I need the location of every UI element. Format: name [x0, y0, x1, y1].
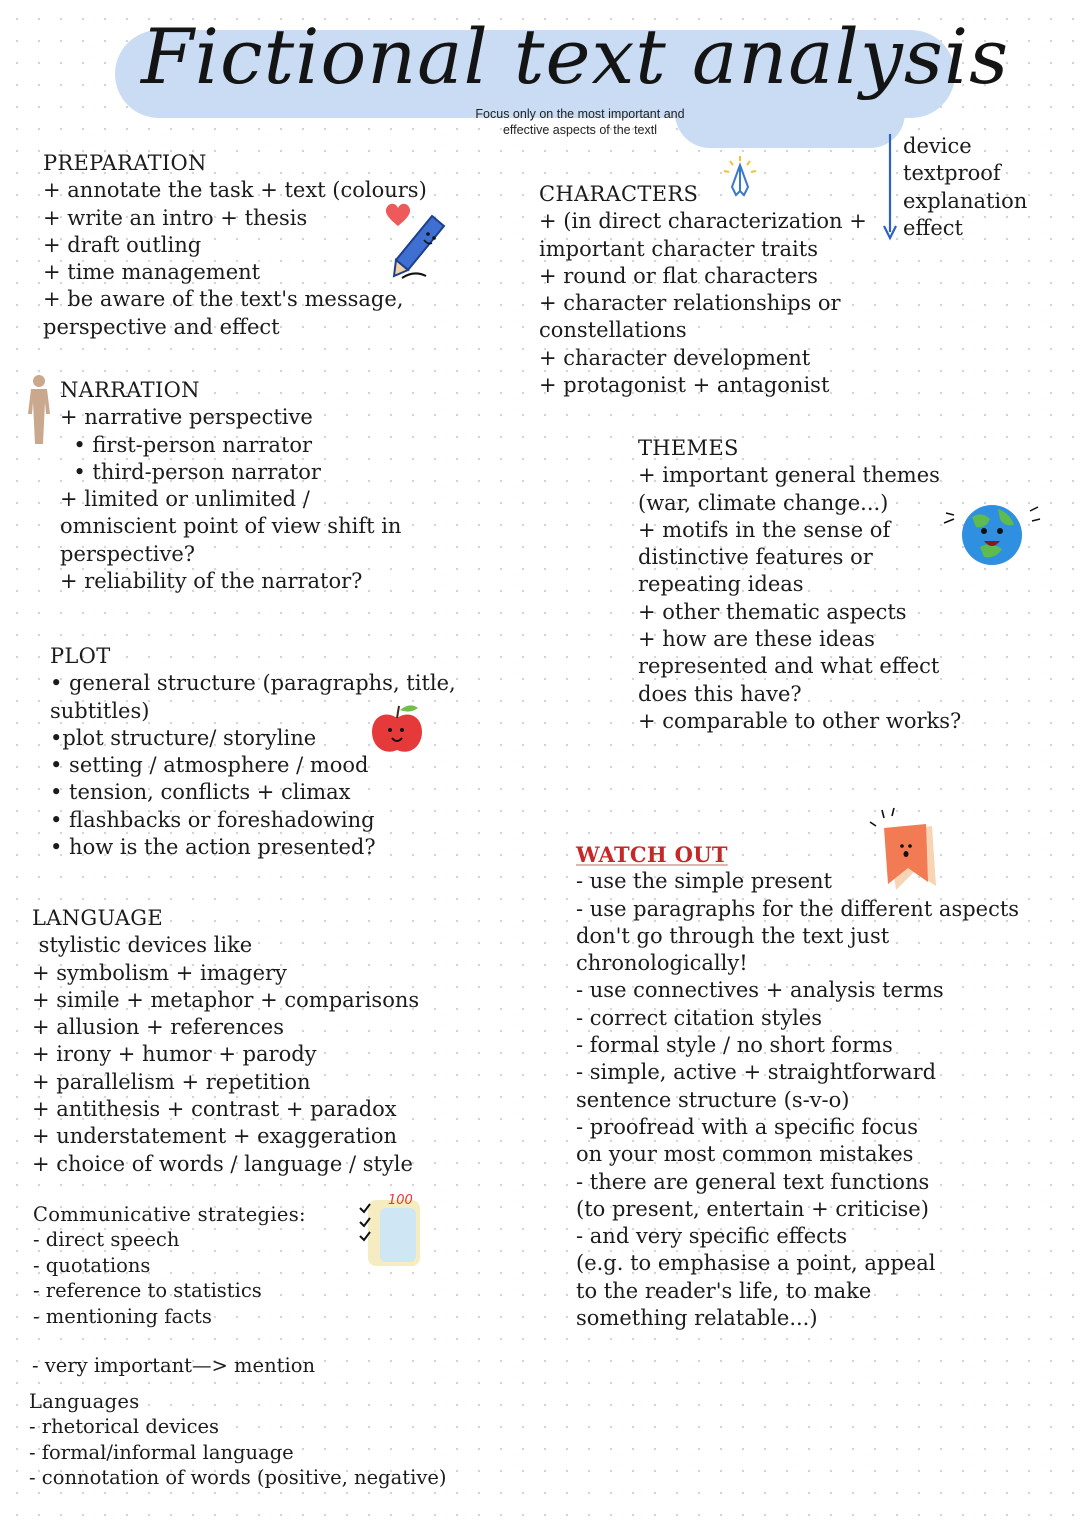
- watch-out-item: (e.g. to emphasise a point, appeal: [576, 1251, 936, 1276]
- characters-item: + protagonist + antagonist: [539, 373, 830, 398]
- watch-out-item: - correct citation styles: [576, 1005, 822, 1030]
- characters-item: + character development: [539, 345, 811, 370]
- languages-item: - rhetorical devices: [29, 1415, 220, 1439]
- language-heading: LANGUAGE: [32, 906, 163, 930]
- plot-item: • setting / atmosphere / mood: [50, 753, 369, 778]
- themes-item: distinctive features or: [638, 545, 873, 570]
- checklist-icon: [356, 1188, 426, 1272]
- language-item: + choice of words / language / style: [32, 1151, 413, 1176]
- language-item: + parallelism + repetition: [32, 1069, 311, 1094]
- characters-item: + round or flat characters: [539, 263, 818, 288]
- watch-out-item: - use the simple present: [576, 869, 832, 894]
- language-item: stylistic devices like: [32, 933, 253, 958]
- earth-icon: [940, 493, 1044, 577]
- preparation-section: [43, 150, 427, 341]
- watch-out-item: sentence structure (s-v-o): [576, 1087, 850, 1112]
- narration-item: perspective?: [60, 541, 196, 566]
- plot-item: subtitles): [50, 698, 150, 723]
- languages-section: [29, 1389, 446, 1491]
- themes-heading: THEMES: [638, 436, 739, 460]
- communicative-item: - mentioning facts: [33, 1304, 212, 1328]
- language-item: + simile + metaphor + comparisons: [32, 987, 420, 1012]
- preparation-item: perspective and effect: [43, 314, 280, 339]
- page-title: Fictional text analysis: [141, 12, 1010, 101]
- characters-item: constellations: [539, 318, 687, 343]
- themes-item: (war, climate change...): [638, 490, 889, 515]
- characters-item: + (in direct characterization +: [539, 209, 867, 234]
- plot-heading: PLOT: [50, 644, 111, 668]
- watch-out-item: - and very specific effects: [576, 1224, 848, 1249]
- narration-item: • third-person narrator: [60, 459, 321, 484]
- narration-item: • first-person narrator: [60, 432, 313, 457]
- watch-out-item: - use connectives + analysis terms: [576, 978, 944, 1003]
- watch-out-item: - proofread with a specific focus: [576, 1114, 918, 1139]
- communicative-heading: Communicative strategies:: [33, 1203, 306, 1226]
- communicative-item: - quotations: [33, 1253, 151, 1277]
- page-subtitle: Focus only on the most important and effective aspects of the textl: [475, 107, 685, 137]
- languages-item: - formal/informal language: [29, 1440, 294, 1464]
- narration-item: + narrative perspective: [60, 405, 313, 430]
- language-item: + understatement + exaggeration: [32, 1124, 398, 1149]
- narration-item: + reliability of the narrator?: [60, 569, 363, 594]
- languages-item: - connotation of words (positive, negative): [29, 1466, 447, 1490]
- language-item: + irony + humor + parody: [32, 1042, 317, 1067]
- narration-item: omniscient point of view shift in: [60, 514, 402, 539]
- plot-item: • general structure (paragraphs, title,: [50, 671, 456, 696]
- device-list: [903, 133, 1027, 242]
- plot-item: • tension, conflicts + climax: [50, 780, 351, 805]
- themes-item: does this have?: [638, 681, 802, 706]
- watch-out-item: on your most common mistakes: [576, 1142, 914, 1167]
- preparation-item: + draft outling: [43, 232, 202, 257]
- communicative-section: [33, 1202, 306, 1329]
- preparation-heading: PREPARATION: [43, 151, 207, 175]
- language-item: + allusion + references: [32, 1015, 284, 1040]
- person-figure-icon: [24, 374, 54, 446]
- language-item: + symbolism + imagery: [32, 960, 287, 985]
- watch-out-item: (to present, entertain + criticise): [576, 1196, 929, 1221]
- themes-item: + important general themes: [638, 463, 940, 488]
- themes-item: + comparable to other works?: [638, 708, 962, 733]
- watch-out-item: - there are general text functions: [576, 1169, 930, 1194]
- narration-section: [60, 377, 401, 595]
- watch-out-heading: WATCH OUT: [576, 842, 728, 867]
- communicative-item: - reference to statistics: [33, 1279, 262, 1303]
- important-note: - very important—> mention: [32, 1354, 316, 1377]
- device-list-item: explanation: [903, 188, 1028, 213]
- narration-heading: NARRATION: [60, 378, 200, 402]
- plot-item: • flashbacks or foreshadowing: [50, 807, 375, 832]
- plot-item: • how is the action presented?: [50, 835, 376, 860]
- pen-icon: [388, 210, 454, 282]
- preparation-item: + time management: [43, 260, 261, 285]
- communicative-item: - direct speech: [33, 1228, 180, 1252]
- watch-out-item: don't go through the text just: [576, 923, 890, 948]
- language-section: [32, 905, 419, 1178]
- characters-item: + character relationships or: [539, 291, 841, 316]
- themes-item: + how are these ideas: [638, 627, 875, 652]
- preparation-item: + annotate the task + text (colours): [43, 178, 427, 203]
- watch-out-item: - use paragraphs for the different aspects: [576, 896, 1020, 921]
- themes-section: [638, 435, 961, 735]
- watch-out-item: chronologically!: [576, 951, 748, 976]
- device-list-item: effect: [903, 215, 963, 240]
- themes-item: represented and what effect: [638, 654, 940, 679]
- preparation-item: + write an intro + thesis: [43, 205, 308, 230]
- language-item: + antithesis + contrast + paradox: [32, 1097, 397, 1122]
- checklist-sticker-text: 100: [388, 1193, 413, 1208]
- device-list-item: device: [903, 134, 972, 158]
- watch-out-item: - simple, active + straightforward: [576, 1060, 937, 1085]
- preparation-item: + be aware of the text's message,: [43, 287, 404, 312]
- characters-item: important character traits: [539, 236, 818, 261]
- themes-item: + motifs in the sense of: [638, 517, 891, 542]
- arrow-down-icon: [880, 132, 900, 244]
- themes-item: repeating ideas: [638, 572, 804, 597]
- plot-item: •plot structure/ storyline: [50, 725, 317, 750]
- apple-icon: [368, 700, 426, 758]
- watch-out-item: - formal style / no short forms: [576, 1033, 893, 1058]
- watch-out-item: to the reader's life, to make: [576, 1278, 872, 1303]
- characters-heading: CHARACTERS: [539, 182, 699, 206]
- characters-section: [539, 181, 867, 399]
- device-list-item: textproof: [903, 161, 1001, 186]
- watch-out-section: [576, 841, 1019, 1332]
- themes-item: + other thematic aspects: [638, 599, 907, 624]
- narration-item: + limited or unlimited /: [60, 487, 310, 512]
- watch-out-item: something relatable...): [576, 1306, 818, 1331]
- title-block: [115, 8, 1010, 148]
- languages-heading: Languages: [29, 1390, 140, 1413]
